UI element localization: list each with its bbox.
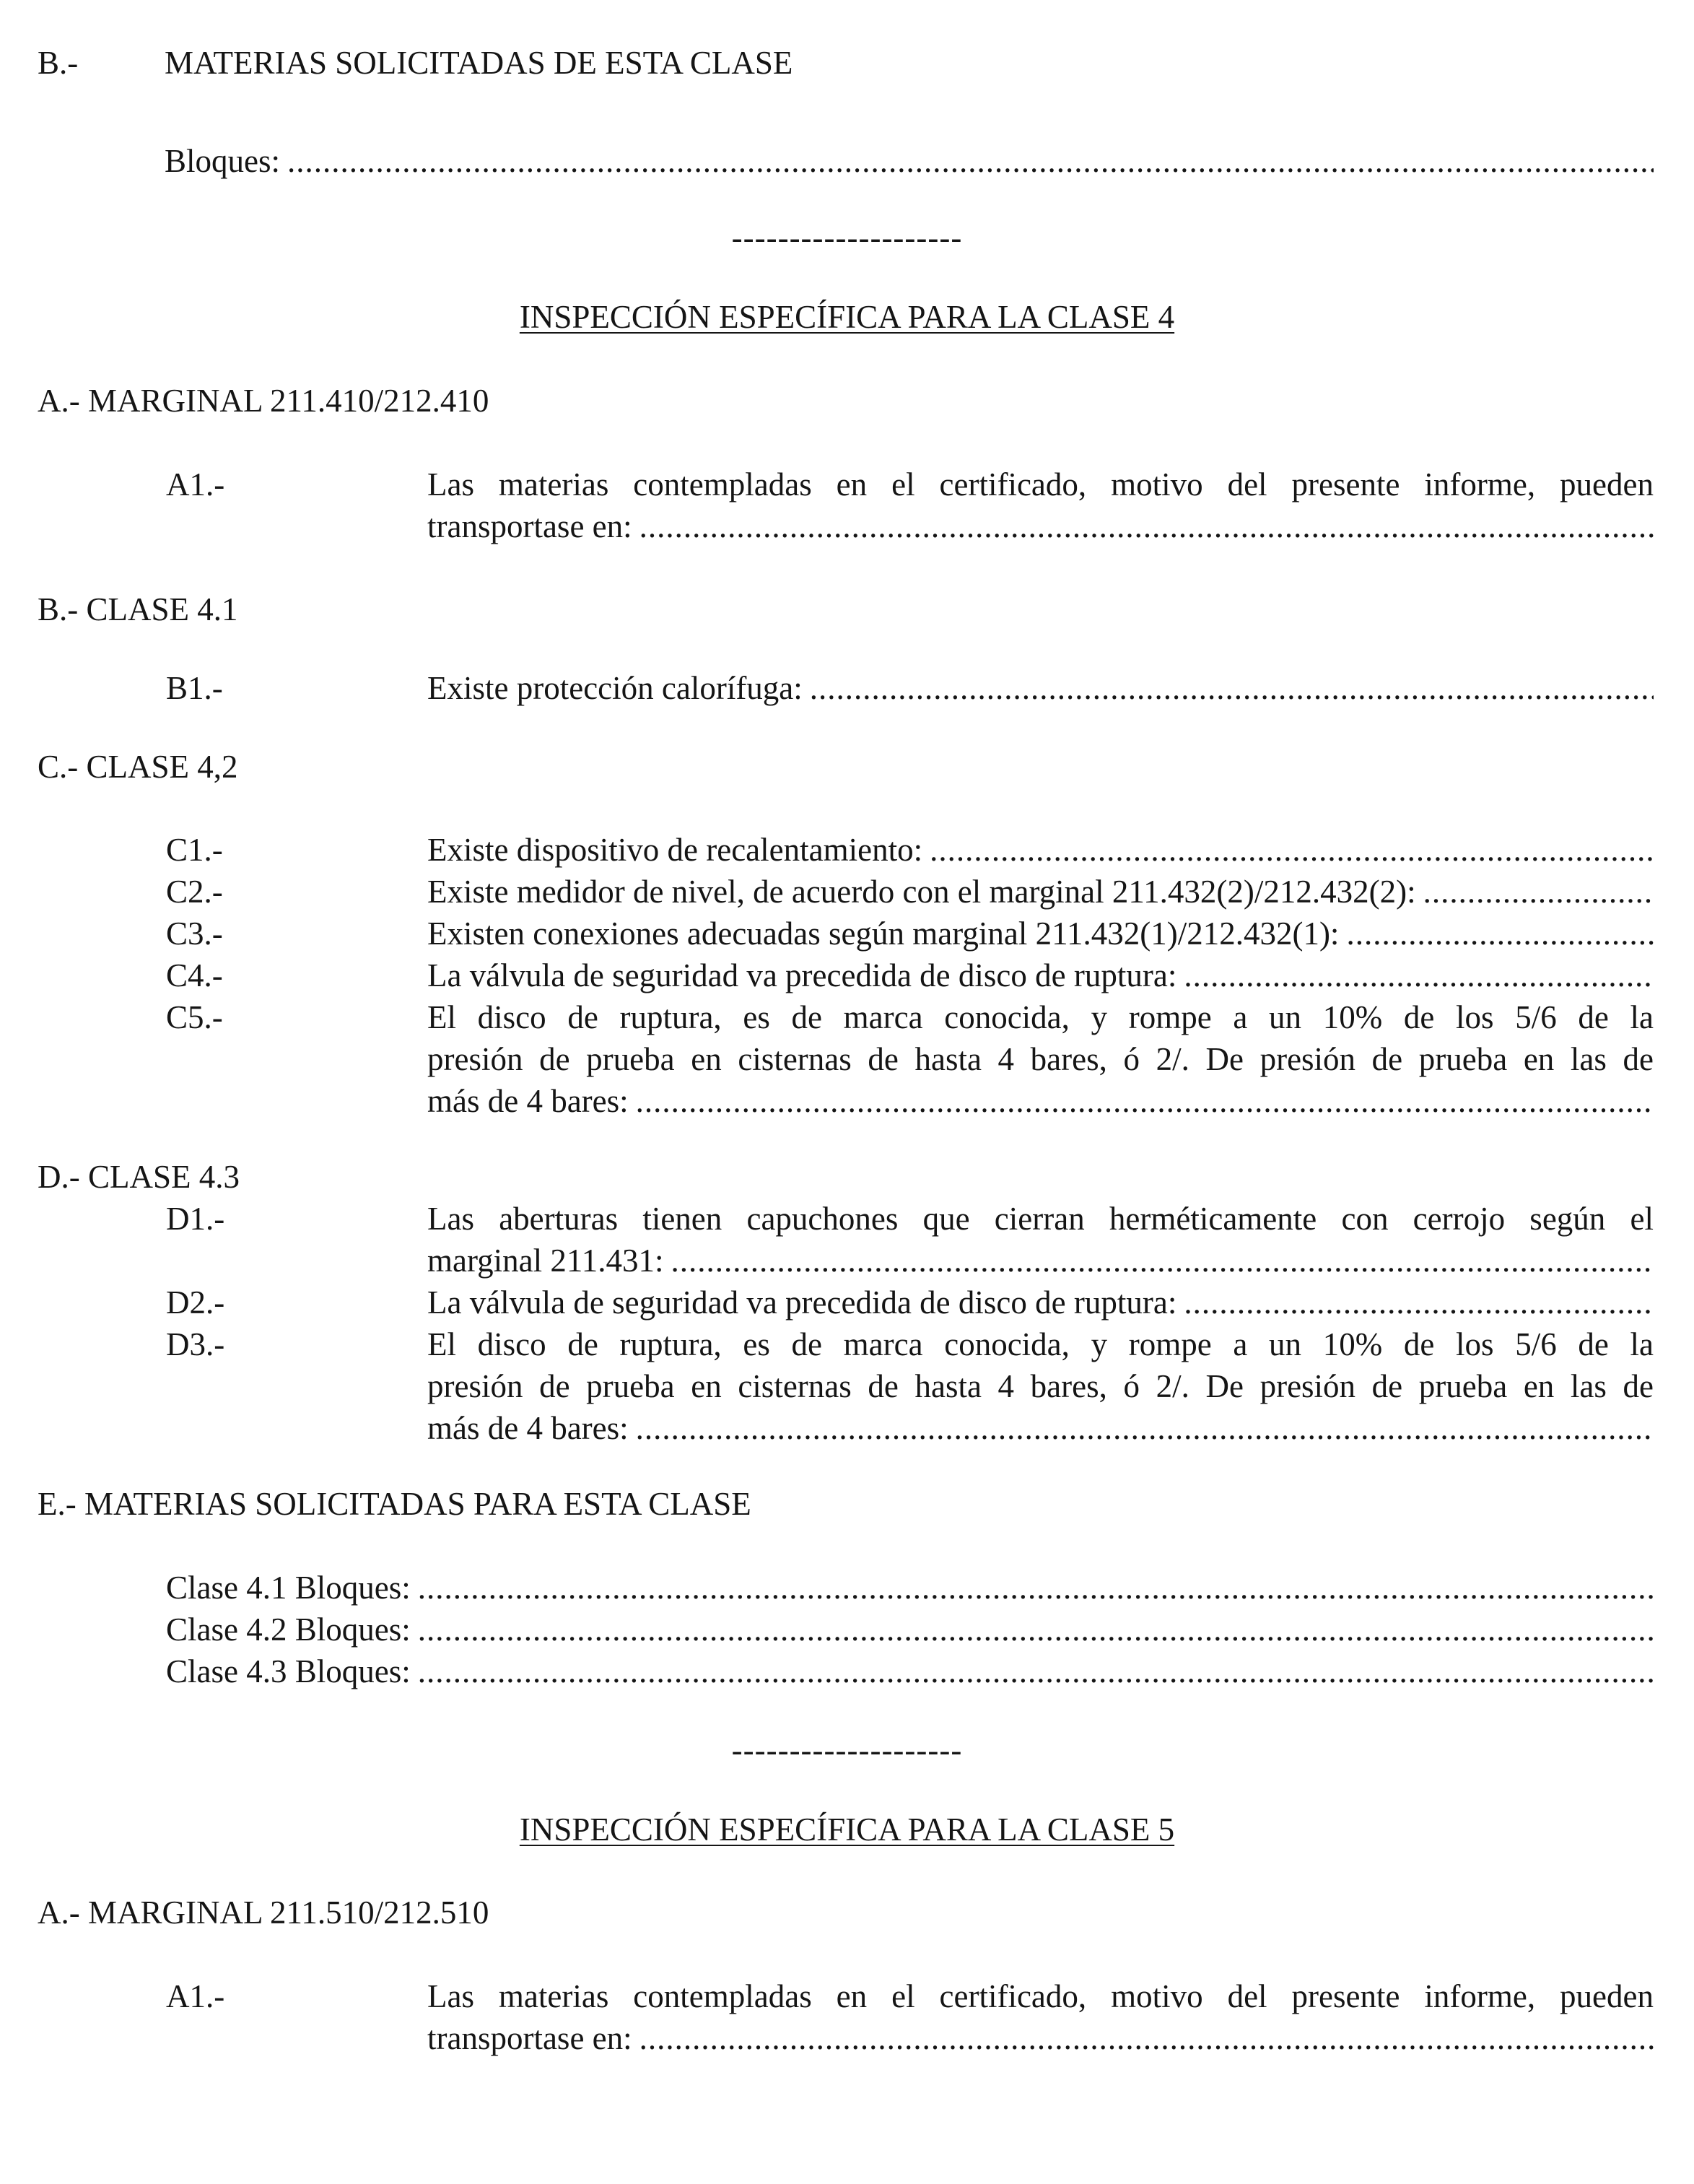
class4-d2-label: D2.- — [166, 1284, 225, 1321]
class4-a1-line2: transportase en: — [427, 508, 632, 544]
class4-a1-line1: Las materias contempladas en el certificado, motivo del presente informe, pueden — [427, 466, 1654, 503]
class5-a1-line1: Las materias contempladas en el certificado, motivo del presente informe, pueden — [427, 1978, 1654, 2014]
class4-d1-body — [427, 1198, 1654, 1282]
class4-d1-line1: Las aberturas tienen capuchones que cierran herméticamente con cerrojo según el — [427, 1201, 1654, 1237]
class5-a1-body — [427, 1975, 1654, 2059]
bloques-label: Bloques: — [165, 143, 281, 179]
fill-in-dots — [418, 1650, 1654, 1692]
class4-c5-body — [427, 996, 1654, 1122]
class4-a-title: A.- MARGINAL 211.410/212.410 — [38, 383, 489, 419]
class4-c2-label: C2.- — [166, 874, 223, 910]
class4-c5-label: C5.- — [166, 999, 223, 1035]
separator-line: -------------------- — [731, 1732, 963, 1768]
class5-a1-label: A1.- — [166, 1978, 225, 2014]
class4-a1-body — [427, 464, 1654, 547]
fill-in-dots — [1184, 954, 1654, 996]
class4-b1-text: Existe protección calorífuga: — [427, 670, 803, 706]
class4-c4-label: C4.- — [166, 957, 223, 993]
class4-d2-body — [427, 1282, 1654, 1323]
class4-c1-text: Existe dispositivo de recalentamiento: — [427, 832, 923, 868]
clase-43-bloques-label: Clase 4.3 Bloques: — [166, 1653, 411, 1689]
fill-in-dots — [636, 1080, 1654, 1122]
class4-c5-line1: El disco de ruptura, es de marca conocida, y rompe a un 10% de los 5/6 de la — [427, 999, 1654, 1035]
class4-d3-line1: El disco de ruptura, es de marca conocida, y rompe a un 10% de los 5/6 de la — [427, 1326, 1654, 1362]
class4-d3-body — [427, 1323, 1654, 1449]
class4-c3-body — [427, 913, 1654, 954]
class4-b1-label: B1.- — [166, 670, 223, 706]
class4-c1-label: C1.- — [166, 832, 223, 868]
fill-in-dots — [639, 505, 1654, 547]
fill-in-dots — [287, 140, 1654, 182]
class5-a1-line2: transportase en: — [427, 2020, 632, 2056]
class4-d3-line3: más de 4 bares: — [427, 1410, 629, 1446]
separator-line: -------------------- — [731, 219, 963, 256]
bloques-field — [165, 140, 1654, 182]
class4-c2-text: Existe medidor de nivel, de acuerdo con el marginal 211.432(2)/212.432(2): — [427, 874, 1416, 910]
clase-42-bloques-label: Clase 4.2 Bloques: — [166, 1611, 411, 1648]
class4-c5-line3: más de 4 bares: — [427, 1083, 629, 1119]
class4-b1-body — [427, 667, 1654, 709]
clase-41-bloques-label: Clase 4.1 Bloques: — [166, 1570, 411, 1606]
class4-d3-label: D3.- — [166, 1326, 225, 1362]
class5-heading: INSPECCIÓN ESPECÍFICA PARA LA CLASE 5 — [519, 1811, 1175, 1848]
section-b-letter: B.- — [38, 45, 79, 81]
class4-d1-label: D1.- — [166, 1201, 225, 1237]
class5-a-title: A.- MARGINAL 211.510/212.510 — [38, 1894, 489, 1931]
class4-c3-label: C3.- — [166, 915, 223, 952]
section-b-title: MATERIAS SOLICITADAS DE ESTA CLASE — [165, 45, 793, 81]
class4-e-line-2 — [166, 1609, 1654, 1650]
fill-in-dots — [1184, 1282, 1654, 1323]
class4-a1-label: A1.- — [166, 466, 225, 503]
fill-in-dots — [1423, 871, 1654, 913]
class4-c4-body — [427, 954, 1654, 996]
class4-c4-text: La válvula de seguridad va precedida de disco de ruptura: — [427, 957, 1177, 993]
fill-in-dots — [418, 1609, 1654, 1650]
fill-in-dots — [418, 1567, 1654, 1609]
class4-heading: INSPECCIÓN ESPECÍFICA PARA LA CLASE 4 — [519, 299, 1175, 335]
class4-c2-body — [427, 871, 1654, 913]
class4-d-title: D.- CLASE 4.3 — [38, 1159, 240, 1195]
fill-in-dots — [639, 2017, 1654, 2059]
class4-e-line-3 — [166, 1650, 1654, 1692]
class4-b-title: B.- CLASE 4.1 — [38, 591, 238, 627]
fill-in-dots — [1346, 913, 1654, 954]
fill-in-dots — [671, 1240, 1654, 1282]
fill-in-dots — [930, 829, 1654, 871]
class4-c1-body — [427, 829, 1654, 871]
class4-e-title: E.- MATERIAS SOLICITADAS PARA ESTA CLASE — [38, 1486, 751, 1522]
fill-in-dots — [810, 667, 1654, 709]
class4-d3-line2: presión de prueba en cisternas de hasta 4 bares, ó 2/. De presión de prueba en las de — [427, 1368, 1654, 1404]
class4-d1-line2: marginal 211.431: — [427, 1243, 664, 1279]
class4-e-line-1 — [166, 1567, 1654, 1609]
class4-c-title: C.- CLASE 4,2 — [38, 749, 238, 785]
class4-c5-line2: presión de prueba en cisternas de hasta 4 bares, ó 2/. De presión de prueba en las de — [427, 1041, 1654, 1077]
fill-in-dots — [636, 1407, 1654, 1449]
class4-c3-text: Existen conexiones adecuadas según marginal 211.432(1)/212.432(1): — [427, 915, 1340, 952]
class4-d2-text: La válvula de seguridad va precedida de disco de ruptura: — [427, 1284, 1177, 1321]
